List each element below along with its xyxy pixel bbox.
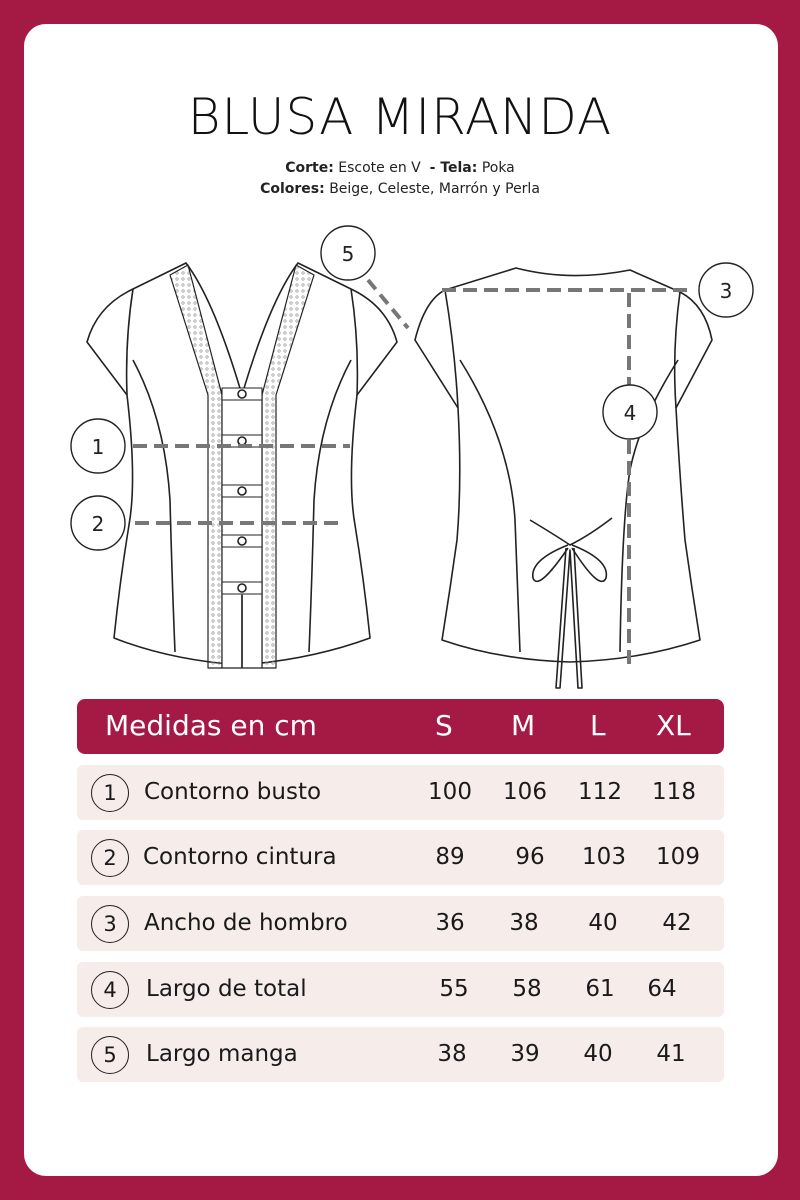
row-value-xl: 118: [652, 779, 696, 805]
front-right-princess-seam: [309, 360, 351, 652]
front-lace-left: [170, 265, 222, 668]
row-label: Contorno busto: [144, 779, 322, 805]
cut-fabric-line: [0, 160, 800, 176]
front-left-sleeve-seam: [127, 289, 133, 395]
row-value-s: 89: [435, 844, 465, 870]
back-tie-ends: [556, 548, 582, 688]
fabric-value: Poka: [481, 160, 515, 176]
back-left-seam: [460, 360, 520, 652]
row-value-s: 55: [439, 976, 469, 1002]
back-tie-bow-right: [572, 545, 606, 581]
button: [238, 487, 246, 495]
table-row: [77, 830, 724, 885]
button: [238, 537, 246, 545]
cut-value: Escote en V: [338, 160, 421, 176]
back-view: [415, 268, 712, 688]
row-number: 4: [91, 971, 129, 1009]
row-label: Largo de total: [146, 976, 307, 1002]
row-label: Contorno cintura: [143, 844, 337, 870]
row-value-m: 106: [503, 779, 547, 805]
button: [238, 390, 246, 398]
row-value-l: 61: [585, 976, 615, 1002]
row-value-m: 96: [515, 844, 545, 870]
row-value-xl: 109: [656, 844, 700, 870]
header-label: Medidas en cm: [105, 709, 317, 742]
row-value-m: 38: [509, 910, 539, 936]
row-value-s: 36: [435, 910, 465, 936]
row-value-xl: 42: [662, 910, 692, 936]
row-value-xl: 41: [656, 1041, 686, 1067]
table-row: [77, 1027, 724, 1082]
cut-label: Corte:: [285, 160, 334, 176]
row-value-s: 100: [428, 779, 472, 805]
row-value-xl: 64: [647, 976, 677, 1002]
row-value-m: 39: [510, 1041, 540, 1067]
marker-2-text: 2: [91, 512, 105, 536]
row-value-l: 40: [583, 1041, 613, 1067]
back-outline: [415, 268, 712, 662]
marker-3-text: 3: [719, 279, 733, 303]
colors-value: Beige, Celeste, Marrón y Perla: [329, 181, 540, 197]
front-right-sleeve-seam: [351, 289, 357, 395]
colors-line: [0, 181, 800, 197]
back-tie-band: [530, 518, 612, 545]
header-size-xl: XL: [656, 709, 691, 742]
row-value-m: 58: [512, 976, 542, 1002]
front-view: [87, 263, 397, 668]
row-value-l: 103: [582, 844, 626, 870]
row-value-l: 112: [578, 779, 622, 805]
front-left-princess-seam: [133, 360, 175, 652]
row-number: 1: [91, 774, 129, 812]
colors-label: Colores:: [260, 181, 325, 197]
row-number: 3: [91, 905, 129, 943]
table-row: [77, 962, 724, 1017]
table-header: [77, 699, 724, 754]
row-value-l: 40: [588, 910, 618, 936]
button: [238, 584, 246, 592]
header-size-s: S: [435, 709, 453, 742]
marker-4-text: 4: [623, 401, 637, 425]
front-lace-right: [262, 265, 314, 668]
row-label: Ancho de hombro: [144, 910, 348, 936]
table-row: [77, 765, 724, 820]
row-value-s: 38: [437, 1041, 467, 1067]
marker-5-text: 5: [341, 242, 355, 266]
header-size-m: M: [511, 709, 536, 742]
button: [238, 437, 246, 445]
marker-1-text: 1: [91, 435, 105, 459]
row-number: 2: [91, 839, 129, 877]
row-label: Largo manga: [146, 1041, 298, 1067]
header-size-l: L: [590, 709, 606, 742]
back-right-sleeve-seam: [675, 292, 680, 408]
page-title: BLUSA MIRANDA: [187, 88, 613, 146]
row-number: 5: [91, 1036, 129, 1074]
back-tie-bow-left: [533, 545, 568, 581]
table-row: [77, 896, 724, 951]
fabric-label: - Tela:: [429, 160, 478, 176]
garment-illustration: [0, 220, 800, 690]
